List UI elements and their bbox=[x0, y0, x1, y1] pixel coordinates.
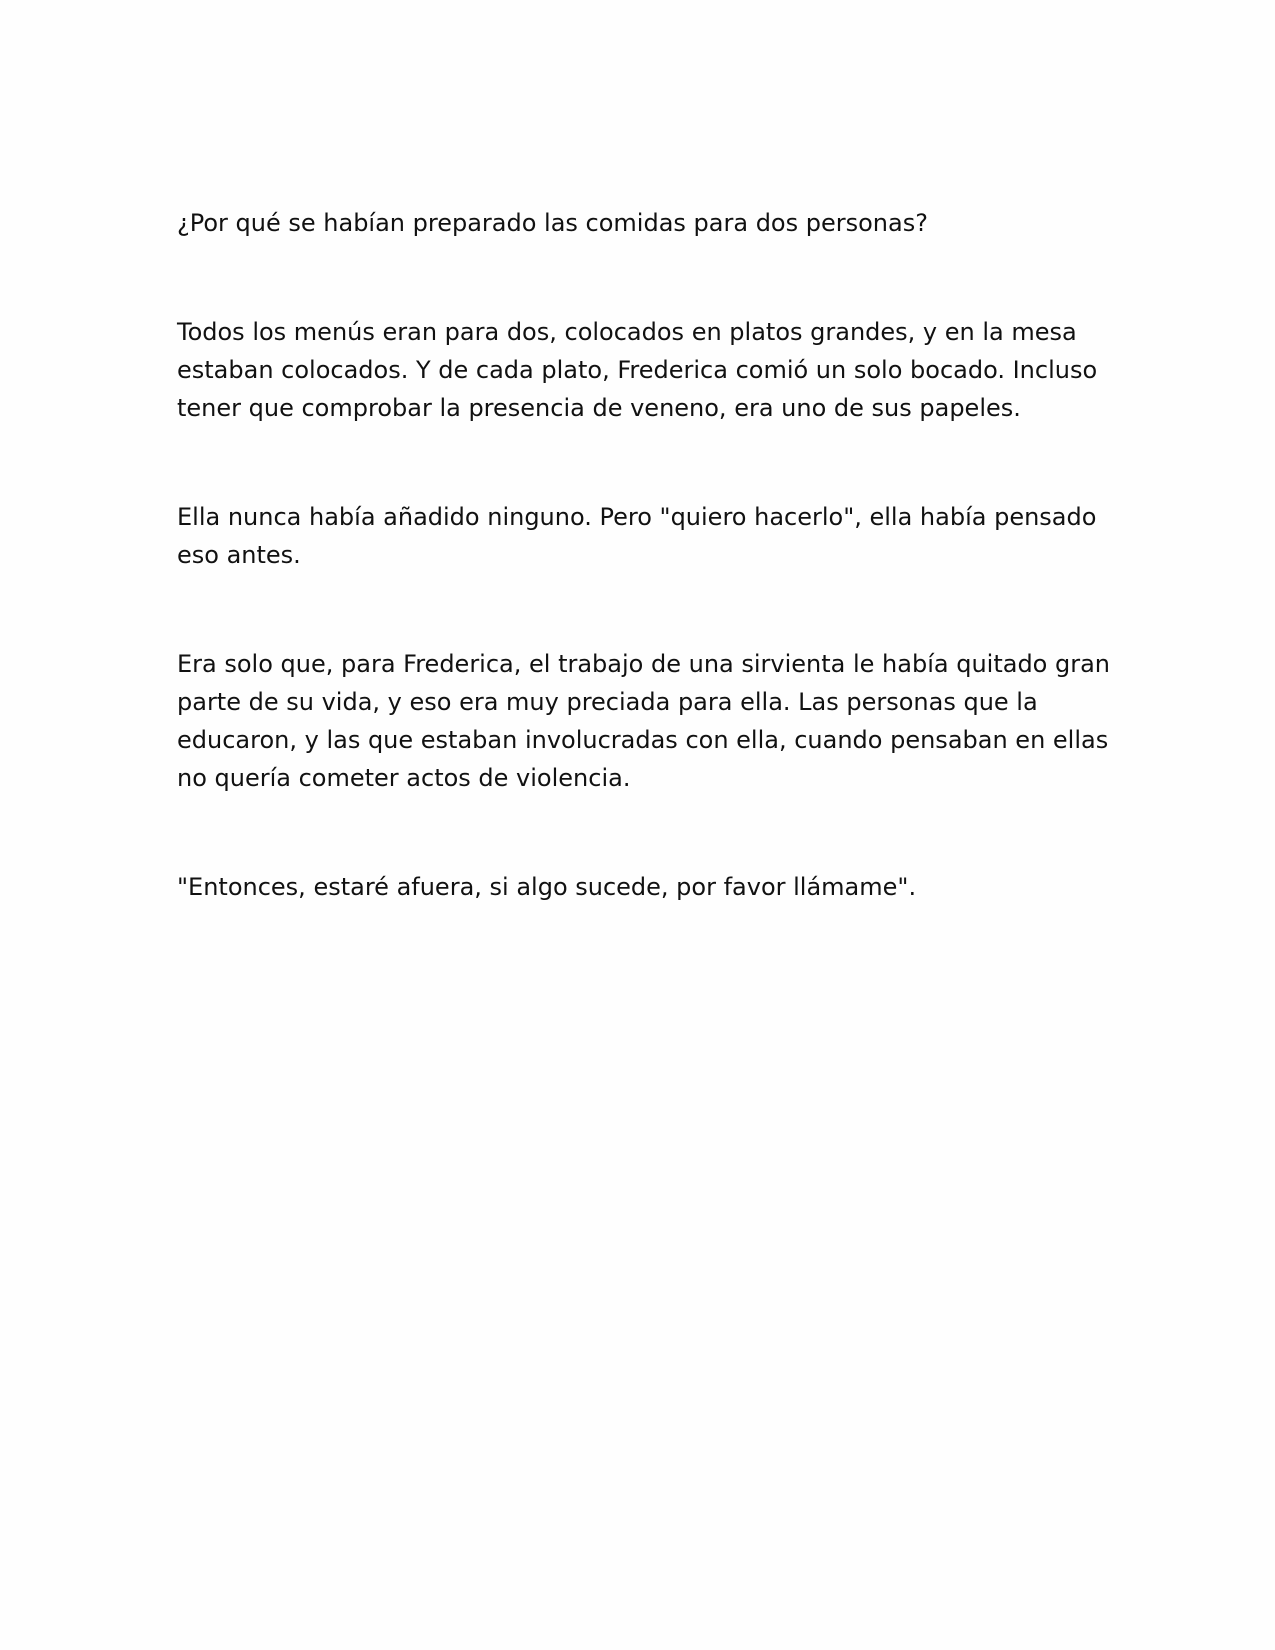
paragraph-3 bbox=[177, 498, 1107, 574]
paragraph-5 bbox=[177, 868, 1107, 906]
text-line: "Entonces, estaré afuera, si algo sucede, por favor llámame". bbox=[177, 873, 917, 901]
text-line: estaban colocados. Y de cada plato, Frederica comió un solo bocado. Incluso bbox=[177, 356, 1098, 384]
text-line: Era solo que, para Frederica, el trabajo de una sirvienta le había quitado gran bbox=[177, 650, 1111, 678]
text-line: ¿Por qué se habían preparado las comidas para dos personas? bbox=[177, 209, 928, 237]
text-line: eso antes. bbox=[177, 541, 301, 569]
text-line: Ella nunca había añadido ninguno. Pero "quiero hacerlo", ella había pensado bbox=[177, 503, 1097, 531]
paragraph-4 bbox=[177, 645, 1111, 797]
document-body bbox=[177, 204, 1111, 977]
text-line: parte de su vida, y eso era muy preciada para ella. Las personas que la bbox=[177, 688, 1038, 716]
paragraph-1 bbox=[177, 204, 1107, 242]
text-line: Todos los menús eran para dos, colocados en platos grandes, y en la mesa bbox=[177, 318, 1077, 346]
text-line: no quería cometer actos de violencia. bbox=[177, 764, 631, 792]
paragraph-2 bbox=[177, 313, 1107, 427]
text-line: tener que comprobar la presencia de veneno, era uno de sus papeles. bbox=[177, 394, 1021, 422]
text-line: educaron, y las que estaban involucradas con ella, cuando pensaban en ellas bbox=[177, 726, 1109, 754]
